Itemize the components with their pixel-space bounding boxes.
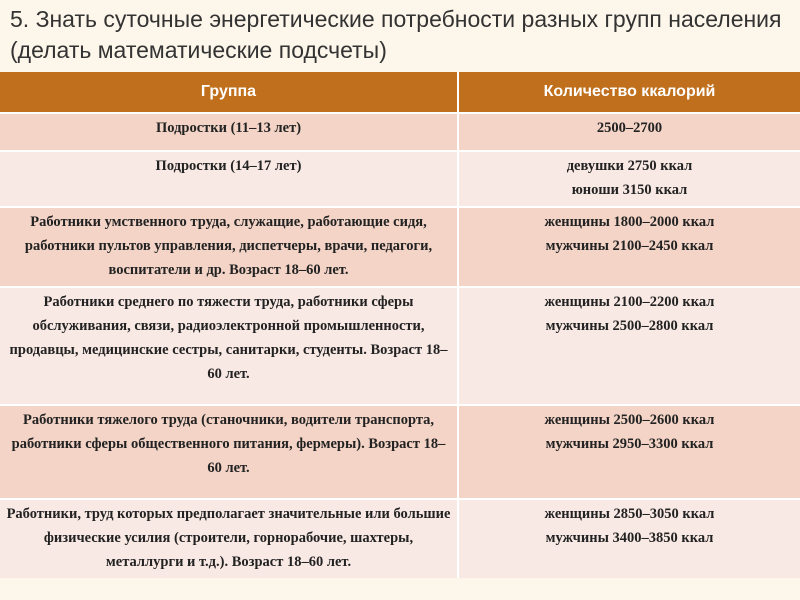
group-cell: Работники среднего по тяжести труда, работники сферы обслуживания, связи, радиоэлектронной промышленности, продавцы, медицинские сестры, санитарки, студенты. Возраст 18–60 лет. <box>0 287 458 405</box>
calorie-table <box>0 72 800 578</box>
calories-cell <box>458 405 800 499</box>
calories-value: девушки 2750 ккал <box>566 158 693 174</box>
table-row <box>0 287 800 405</box>
slide-title: 5. Знать суточные энергетические потребности разных групп населения (делать математические подсчеты) <box>10 6 782 63</box>
table-header-row <box>0 72 800 113</box>
calories-value: мужчины 2950–3300 ккал <box>545 436 714 452</box>
group-cell: Работники, труд которых предполагает значительные или большие физические усилия (строители, горнорабочие, шахтеры, металлурги и т.д.). Возраст 18–60 лет. <box>0 499 458 578</box>
calories-cell <box>458 499 800 578</box>
calories-value: женщины 2100–2200 ккал <box>544 294 715 310</box>
group-cell: Работники тяжелого труда (станочники, водители транспорта, работники сферы общественного питания, фермеры). Возраст 18–60 лет. <box>0 405 458 499</box>
calories-cell <box>458 287 800 405</box>
header-calories: Количество ккалорий <box>458 72 800 113</box>
group-cell: Работники умственного труда, служащие, работающие сидя, работники пультов управления, диспетчеры, врачи, педагоги, воспитатели и др. Возраст 18–60 лет. <box>0 207 458 287</box>
group-cell: Подростки (14–17 лет) <box>0 151 458 207</box>
table-row <box>0 207 800 287</box>
calories-value: мужчины 2100–2450 ккал <box>545 238 714 254</box>
table-row <box>0 405 800 499</box>
calories-value: юноши 3150 ккал <box>571 182 688 198</box>
calories-cell <box>458 207 800 287</box>
group-cell: Подростки (11–13 лет) <box>0 113 458 151</box>
calories-value: женщины 2500–2600 ккал <box>544 412 715 428</box>
table-row <box>0 113 800 151</box>
calories-value: 2500–2700 <box>596 120 663 136</box>
calories-value: мужчины 3400–3850 ккал <box>545 530 714 546</box>
calories-value: мужчины 2500–2800 ккал <box>545 318 714 334</box>
calories-cell <box>458 151 800 207</box>
calories-value: женщины 2850–3050 ккал <box>544 506 715 522</box>
header-group: Группа <box>0 72 458 113</box>
table-row <box>0 151 800 207</box>
calories-value: женщины 1800–2000 ккал <box>544 214 715 230</box>
calories-cell <box>458 113 800 151</box>
table-row <box>0 499 800 578</box>
